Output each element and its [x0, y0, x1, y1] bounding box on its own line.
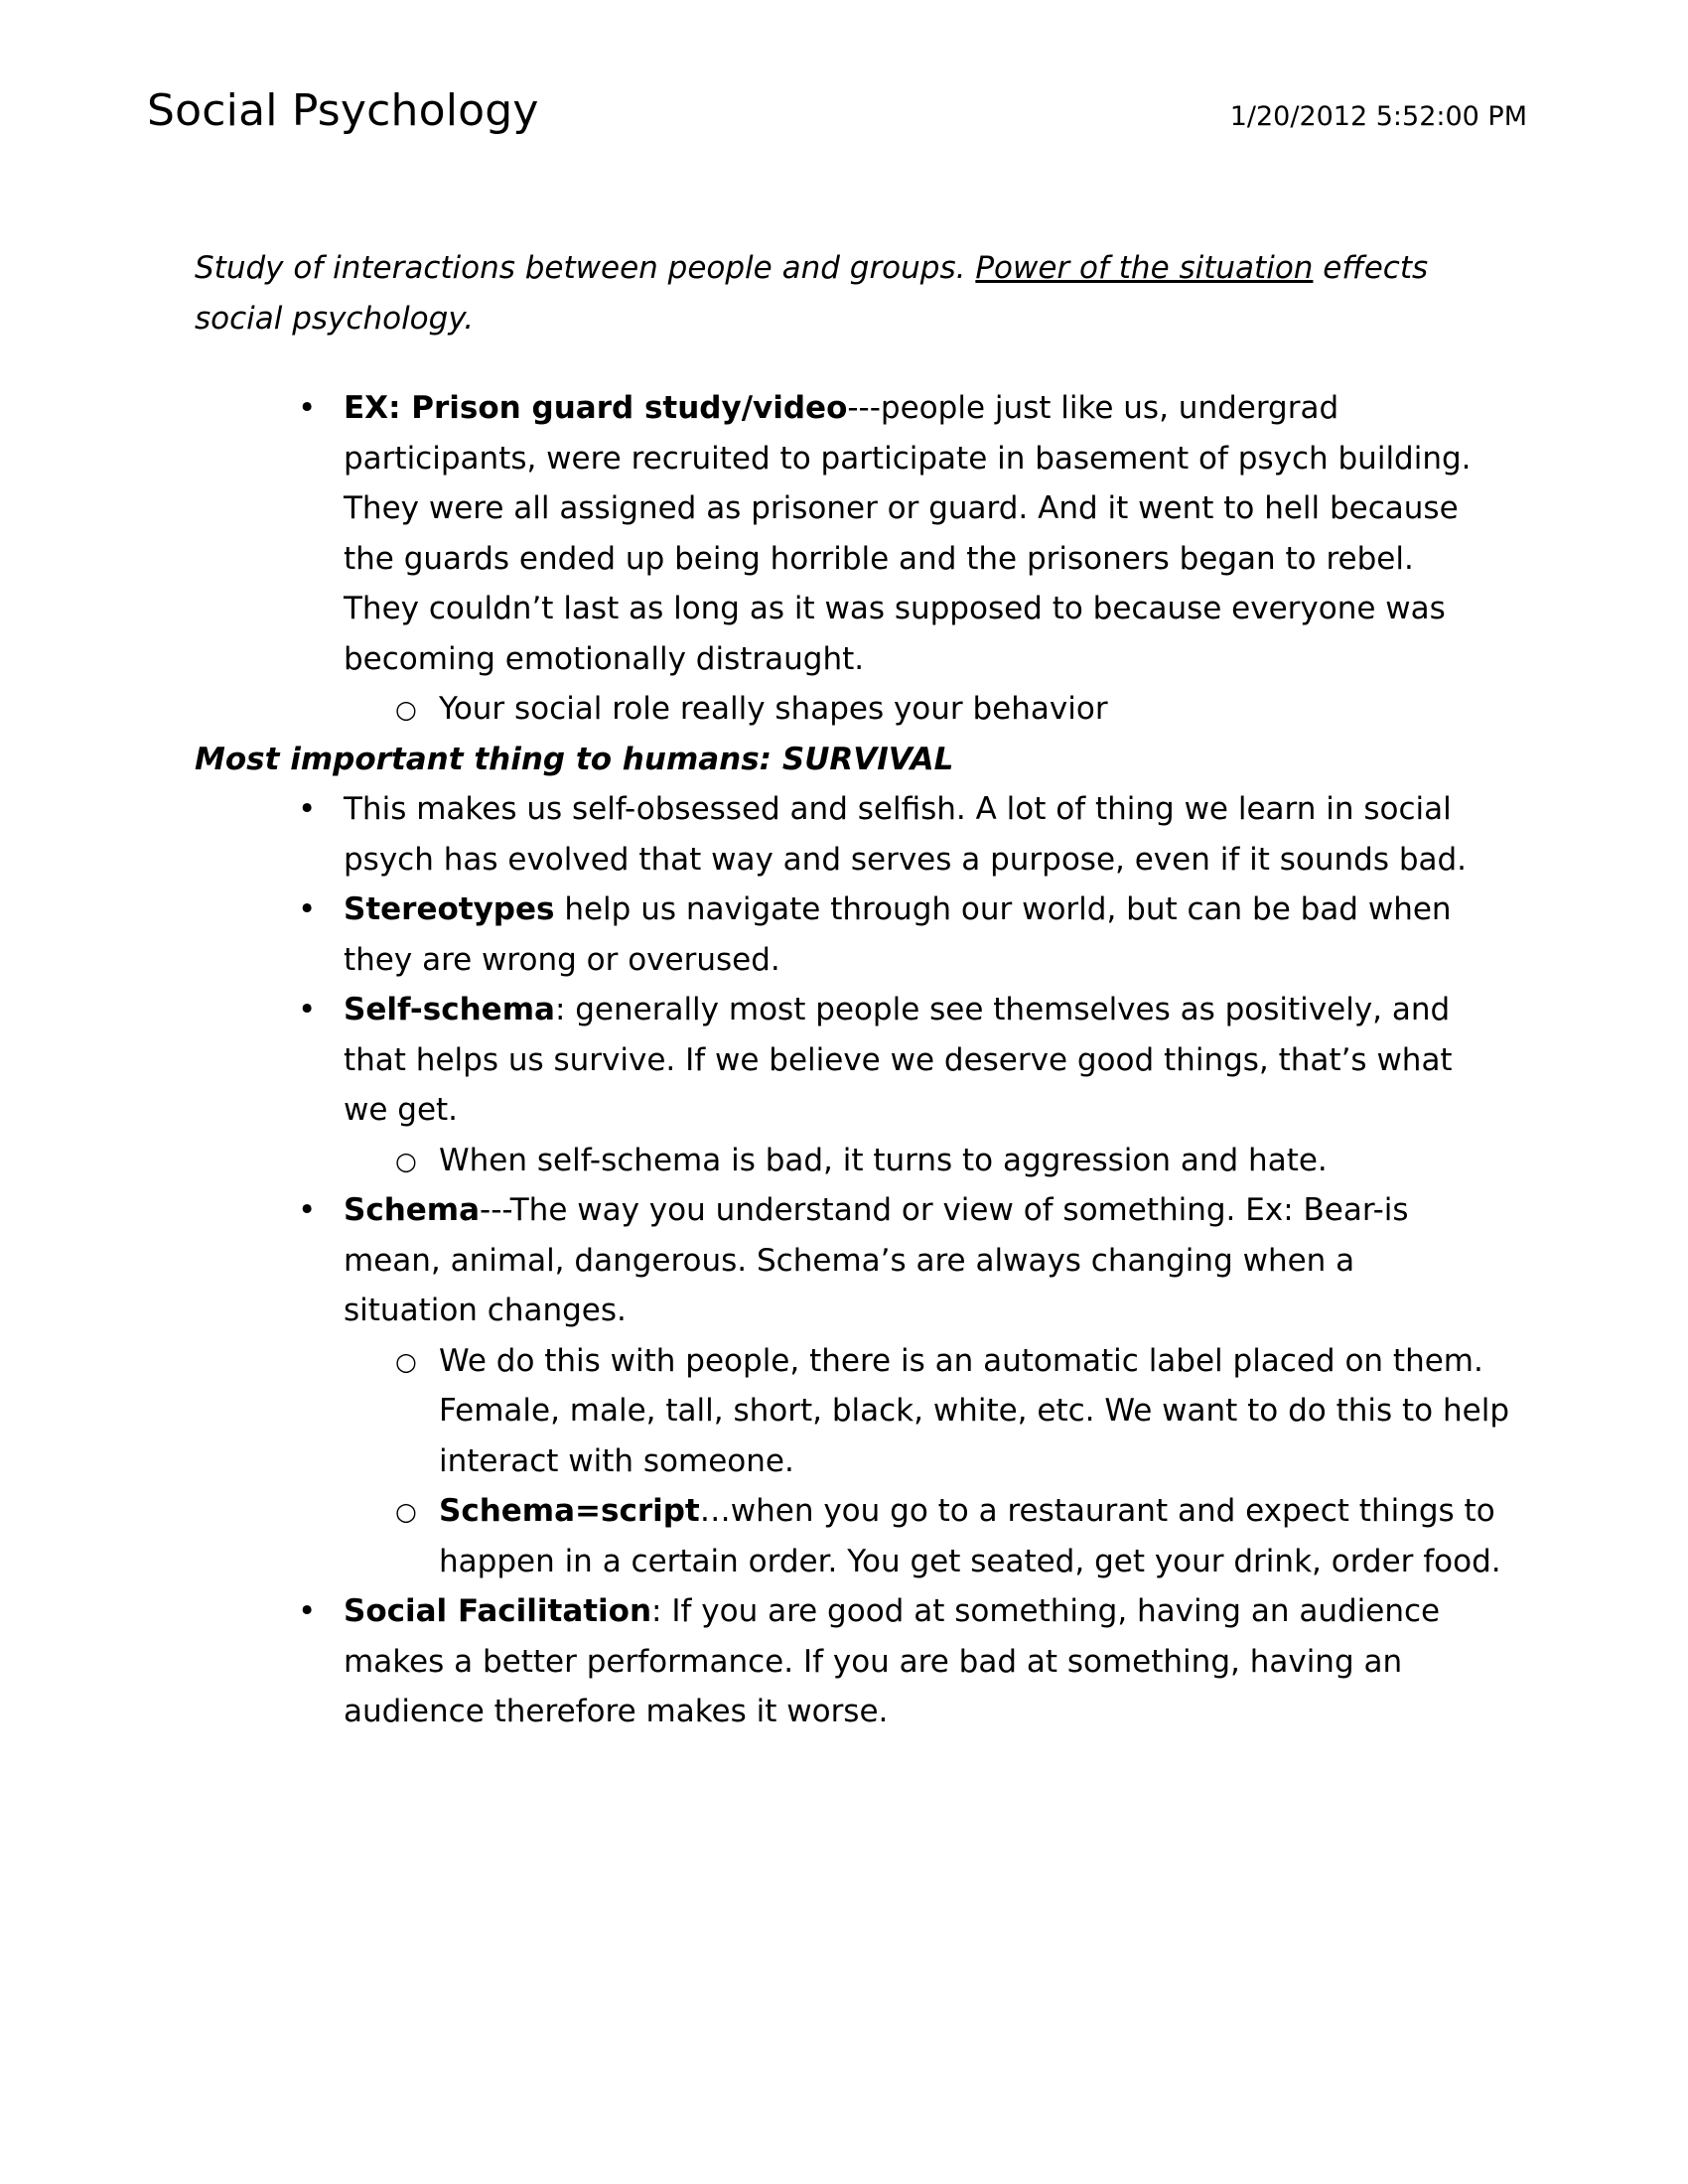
list-item-social-facilitation [0, 1586, 1479, 1737]
intro-text-part1: Study of interactions between people and groups. [195, 250, 976, 286]
stereotypes-text: help us navigate through our world, but can be bad when they are wrong or overused. [344, 891, 1452, 978]
sub-bullet-marker-icon: ○ [395, 1346, 417, 1376]
self-schema-bad-text: When self-schema is bad, it turns to aggression and hate. [439, 1142, 1328, 1178]
self-schema-label: Self-schema [344, 992, 555, 1028]
self-schema-text: : generally most people see themselves as positively, and that helps us survive. If we believe we deserve good things, that’s what we get. [344, 992, 1453, 1129]
social-facilitation-text: : If you are good at something, having an audience makes a better performance. If you are bad at something, having an audience therefore makes it worse. [344, 1593, 1441, 1730]
prison-study-text: ---people just like us, undergrad participants, were recruited to participate in basement of psych building. They were all assigned as prisoner or guard. And it went to hell because the guards ended up being horrible and the prisoners began to rebel. They couldn’t last as long as it was supposed to because everyone was becoming emotionally distraught. [344, 390, 1472, 677]
sub-bullet-marker-icon: ○ [395, 1497, 417, 1527]
sublist-prison-study [0, 684, 1688, 735]
list-item-prison-study [0, 383, 1479, 684]
schema-people-text: We do this with people, there is an automatic label placed on them. Female, male, tall, short, black, white, etc. We want to do this to help interact with someone. [439, 1342, 1510, 1479]
spacer-before-first-bullet [0, 343, 1688, 383]
bullet-marker-icon: • [298, 791, 317, 828]
bullet-list-schema [0, 1185, 1688, 1336]
intro-underlined-phrase: Power of the situation [975, 250, 1314, 286]
document-body [0, 243, 1688, 1737]
list-item-schema-people [0, 1336, 1509, 1487]
sub-bullet-marker-icon: ○ [395, 695, 417, 725]
self-obsessed-text: This makes us self-obsessed and selfish. A lot of thing we learn in social psych has evolved that way and serves a purpose, even if it sounds bad. [344, 791, 1468, 878]
schema-script-label: Schema=script [439, 1493, 700, 1530]
bullet-list-social-facilitation [0, 1586, 1688, 1737]
document-header [147, 87, 1527, 135]
schema-text: ---The way you understand or view of something. Ex: Bear-is mean, animal, dangerous. Schema’s are always changing when a situation changes. [344, 1192, 1409, 1329]
bullet-list-survival [0, 784, 1688, 1136]
bullet-marker-icon: • [298, 390, 317, 427]
list-item-schema-script [0, 1486, 1509, 1586]
list-item-schema [0, 1185, 1479, 1336]
social-role-text: Your social role really shapes your behavior [439, 691, 1108, 728]
bullet-marker-icon: • [298, 1593, 317, 1630]
sublist-schema [0, 1336, 1688, 1587]
schema-script-text: …when you go to a restaurant and expect things to happen in a certain order. You get seated, get your drink, order food. [439, 1493, 1501, 1579]
bullet-list-top [0, 383, 1688, 684]
section-heading-survival: Most important thing to humans: SURVIVAL [195, 741, 954, 777]
list-item-stereotypes [0, 885, 1479, 985]
list-item-self-schema-bad [0, 1136, 1509, 1186]
list-item-self-schema [0, 985, 1479, 1136]
list-item-social-role [0, 684, 1509, 735]
bullet-marker-icon: • [298, 1192, 317, 1229]
stereotypes-label: Stereotypes [344, 891, 555, 928]
bullet-marker-icon: • [298, 891, 317, 928]
sublist-self-schema [0, 1136, 1688, 1186]
bullet-marker-icon: • [298, 992, 317, 1028]
intro-paragraph [195, 243, 1476, 343]
schema-label: Schema [344, 1192, 481, 1229]
intro-text-part2: effects social psychology. [195, 250, 1429, 337]
sub-bullet-marker-icon: ○ [395, 1146, 417, 1175]
prison-study-label: EX: Prison guard study/video [344, 390, 848, 427]
social-facilitation-label: Social Facilitation [344, 1593, 652, 1630]
page-title: Social Psychology [147, 85, 539, 136]
document-timestamp: 1/20/2012 5:52:00 PM [1229, 101, 1527, 132]
list-item-self-obsessed [0, 784, 1479, 885]
